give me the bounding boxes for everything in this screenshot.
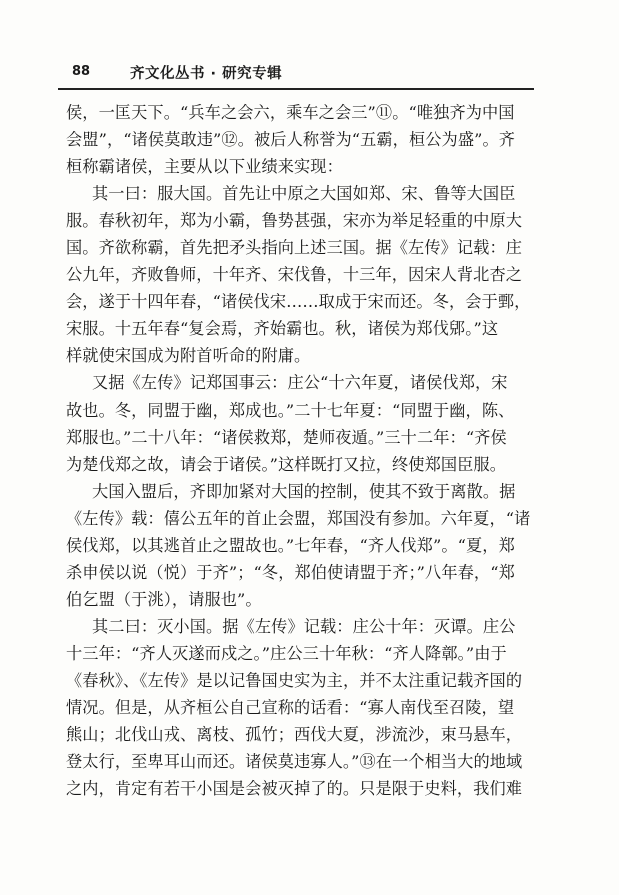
text-line: 桓称霸诸侯，主要从以下业绩来实现： — [66, 157, 343, 177]
text-line: 会，遂于十四年春，“诸侯伐宋……取成于宋而还。冬，会于鄄， — [66, 292, 531, 312]
paragraph-first-line: 其二曰：灭小国。据《左传》记载：庄公十年：灭谭。庄公 — [92, 616, 516, 636]
text-line: 情况。但是，从齐桓公自己宣称的话看：“寡人南伐至召陵，望 — [66, 698, 515, 718]
page-header — [60, 58, 560, 88]
body-text — [66, 99, 536, 802]
text-line: 故也。冬，同盟于幽，郑成也。”二十七年夏：“同盟于幽，陈、 — [66, 400, 515, 420]
page-number: 88 — [72, 64, 91, 79]
text-line: 样就使宋国成为附首听命的附庸。 — [66, 346, 311, 366]
text-line: 为楚伐郑之故，请会于诸侯。”这样既打又拉，终使郑国臣服。 — [66, 454, 507, 474]
text-line: 郑服也。”二十八年：“诸侯救郑，楚师夜遁。”三十二年：“齐侯 — [66, 427, 507, 447]
text-line: 登太行，至卑耳山而还。诸侯莫违寡人。”⑬在一个相当大的地域 — [66, 752, 523, 772]
text-line: 熊山；北伐山戎、离枝、孤竹；西伐大夏，涉流沙，束马悬车， — [66, 725, 523, 745]
paragraph-first-line: 大国入盟后，齐即加紧对大国的控制，使其不致于离散。据 — [92, 481, 516, 501]
text-line: 宋服。十五年春“复会焉，齐始霸也。秋，诸侯为郑伐郳。”这 — [66, 319, 499, 339]
text-line: 《春秋》、《左传》是以记鲁国史实为主，并不太注重记载齐国的 — [66, 670, 523, 690]
paragraph-first-line: 又据《左传》记郑国事云：庄公“十六年夏，诸侯伐郑，宋 — [92, 373, 508, 393]
text-line: 伯乞盟（于洮），请服也”。 — [66, 589, 262, 609]
text-line: 公九年，齐败鲁师，十年齐、宋伐鲁，十三年，因宋人背北杏之 — [66, 265, 523, 285]
text-line: 侯伐郑，以其逃首止之盟故也。”七年春，“齐人伐郑”。“夏，郑 — [66, 535, 515, 555]
text-line: 国。齐欲称霸，首先把矛头指向上述三国。据《左传》记载：庄 — [66, 238, 523, 258]
paragraph-first-line: 其一曰：服大国。首先让中原之大国如郑、宋、鲁等大国臣 — [92, 184, 516, 204]
running-title: 齐文化丛书 · 研究专辑 — [130, 66, 283, 82]
text-line: 杀申侯以说（悦）于齐”；“冬，郑伯使请盟于齐；”八年春，“郑 — [66, 562, 515, 582]
text-line: 会盟”，“诸侯莫敢违”⑫。被后人称誉为“五霸，桓公为盛”。齐 — [66, 130, 516, 150]
text-line: 侯，一匡天下。“兵车之会六，乘车之会三”⑪。“唯独齐为中国 — [66, 103, 515, 122]
text-line: 《左传》载：僖公五年的首止会盟，郑国没有参加。六年夏，“诸 — [66, 508, 531, 528]
text-line: 之内，肯定有若干小国是会被灭掉了的。只是限于史料，我们难 — [66, 779, 523, 799]
text-line: 服。春秋初年，郑为小霸，鲁势甚强，宋亦为举足轻重的中原大 — [66, 211, 523, 231]
header-rule — [58, 88, 534, 90]
text-line: 十三年：“齐人灭遂而戍之。”庄公三十年秋：“齐人降鄣。”由于 — [66, 643, 507, 663]
